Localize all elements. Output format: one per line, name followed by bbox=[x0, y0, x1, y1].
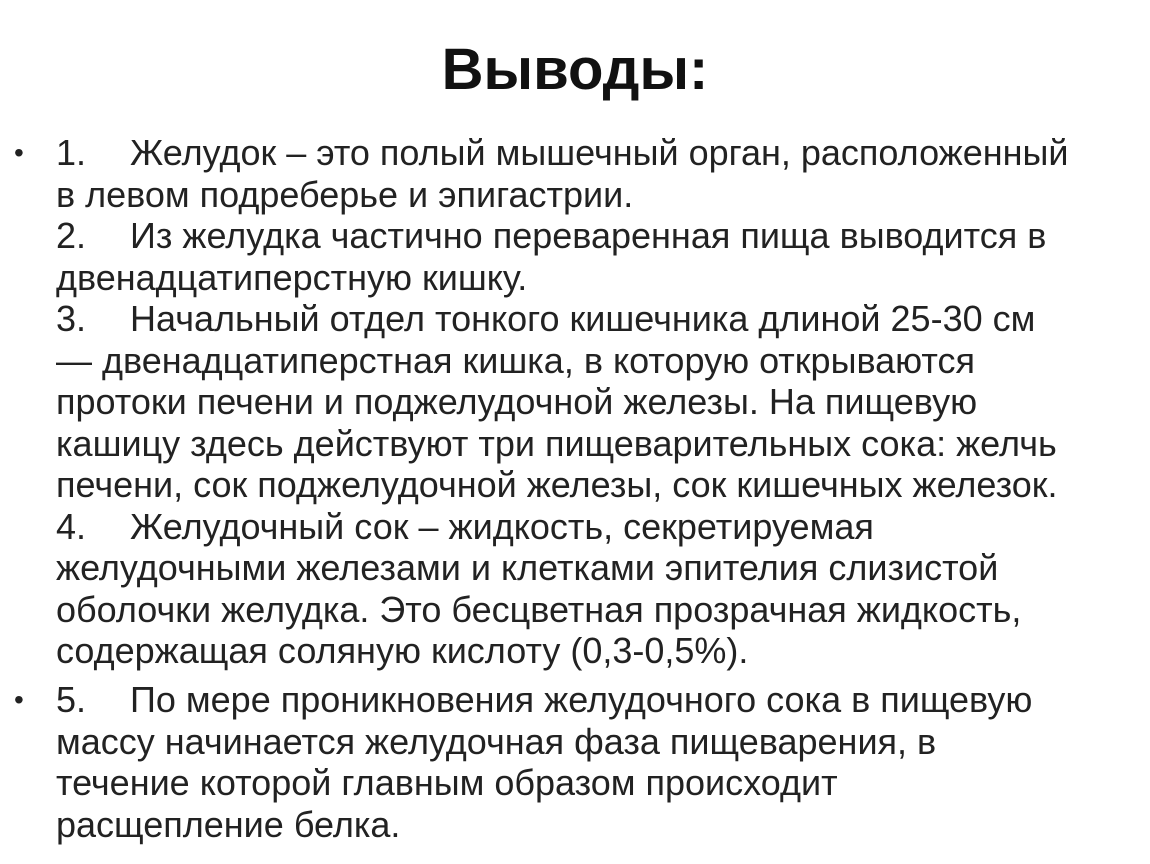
text-line: расщепление белка. bbox=[56, 803, 401, 845]
text-line: 3. Начальный отдел тонкого кишечника длиной 25-30 см bbox=[56, 298, 1036, 339]
text-line: желудочными железами и клетками эпителия слизистой bbox=[56, 547, 999, 588]
bullet-text bbox=[56, 132, 1146, 672]
point-number: 5. bbox=[56, 679, 87, 720]
point-number: 3. bbox=[56, 298, 87, 339]
text-line: — двенадцатиперстная кишка, в которую открываются bbox=[56, 339, 975, 381]
text-line: двенадцатиперстную кишку. bbox=[56, 256, 528, 298]
text-line: содержащая соляную кислоту (0,3-0,5%). bbox=[56, 630, 749, 671]
point-number: 4. bbox=[56, 505, 87, 547]
bullet-marker: • bbox=[14, 684, 24, 715]
text-line: течение которой главным образом происходит bbox=[56, 762, 838, 803]
point-number: 1. bbox=[56, 132, 87, 173]
point-number: 2. bbox=[56, 215, 87, 256]
text-line: в левом подреберье и эпигастрии. bbox=[56, 173, 634, 215]
text-line: 1. Желудок – это полый мышечный орган, расположенный bbox=[56, 132, 1069, 173]
bullet-marker: • bbox=[14, 137, 24, 168]
text-line: печени, сок поджелудочной железы, сок кишечных железок. bbox=[56, 464, 1058, 505]
text-line: кашицу здесь действуют три пищеварительных сока: желчь bbox=[56, 422, 1057, 464]
bullet-text bbox=[56, 679, 1146, 845]
slide-title: Выводы: bbox=[441, 37, 709, 102]
text-line: 2. Из желудка частично переваренная пища выводится в bbox=[56, 215, 1047, 256]
text-line: протоки печени и поджелудочной железы. На пищевую bbox=[56, 381, 978, 422]
text-line: 5. По мере проникновения желудочного сока в пищевую bbox=[56, 679, 1033, 720]
text-line: 4. Желудочный сок – жидкость, секретируемая bbox=[56, 505, 874, 547]
text-line: массу начинается желудочная фаза пищеварения, в bbox=[56, 720, 937, 762]
text-line: оболочки желудка. Это бесцветная прозрачная жидкость, bbox=[56, 588, 1022, 630]
